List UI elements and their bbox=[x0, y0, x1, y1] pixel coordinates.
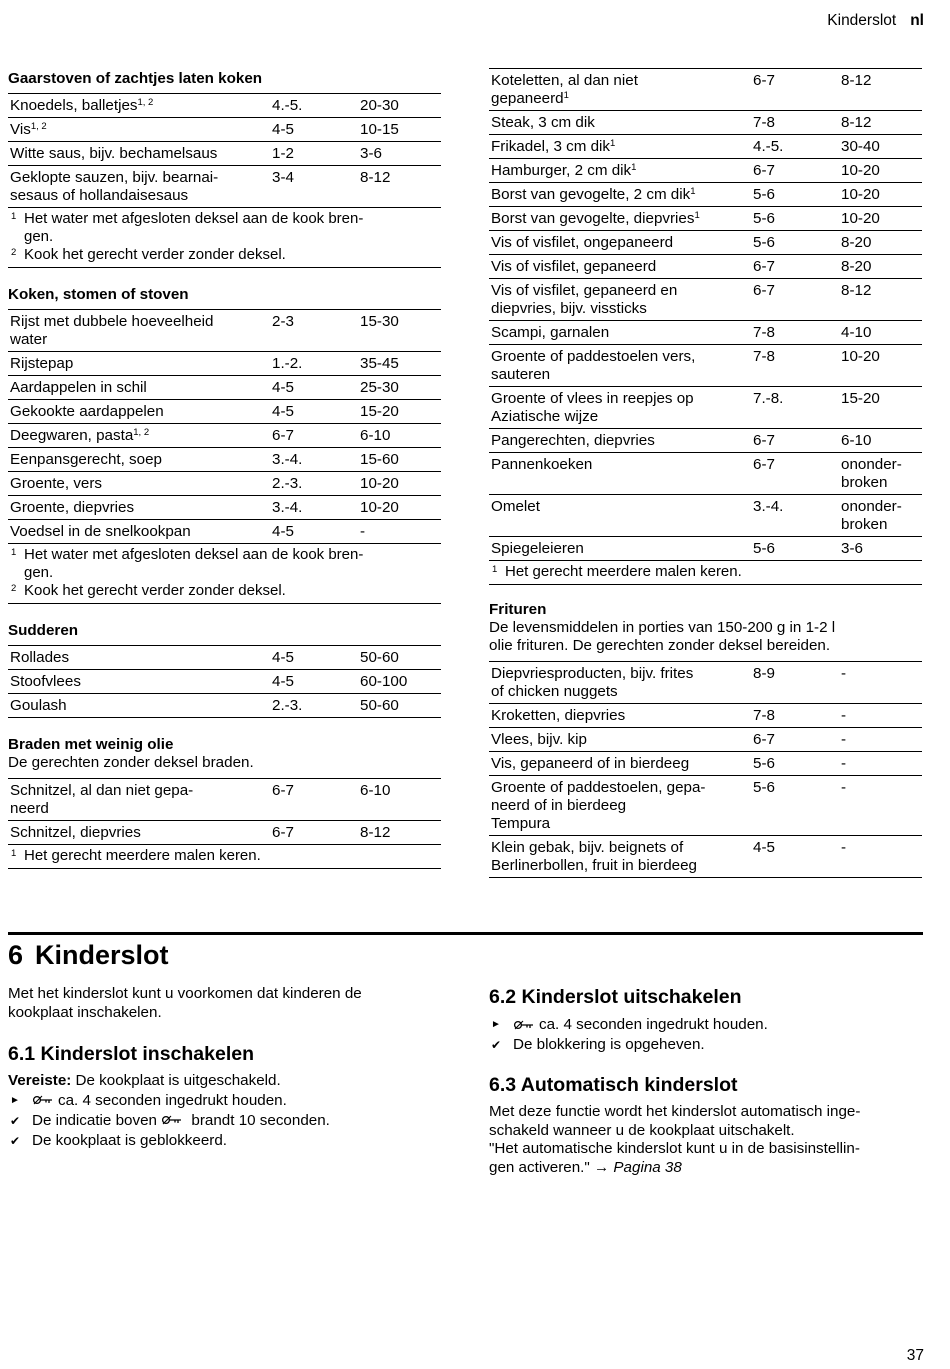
chapter-intro: Met het kinderslot kunt u voorkomen dat kinderen de kookplaat inschakelen. bbox=[8, 985, 362, 1021]
dish-name: Klein gebak, bijv. beignets of Berlinerbollen, fruit in bierdeeg bbox=[491, 839, 697, 874]
dish-name: Gekookte aardappelen bbox=[10, 403, 164, 420]
dish-name: Frikadel, 3 cm dik bbox=[491, 138, 611, 155]
power-level: 8-9 bbox=[753, 665, 775, 682]
check-icon: ✔ bbox=[491, 1038, 502, 1052]
check-icon: ✔ bbox=[10, 1113, 21, 1128]
subsection-text-6-3 bbox=[489, 1103, 925, 1177]
dish-name: Groente of paddestoelen, gepa- neerd of in bierdeeg Tempura bbox=[491, 779, 706, 832]
table-row bbox=[8, 166, 441, 208]
dish-cell bbox=[489, 836, 751, 878]
dish-name: Stoofvlees bbox=[10, 673, 81, 690]
footnote-text: Kook het gerecht verder zonder deksel. bbox=[24, 246, 286, 263]
footnote-number: 2 bbox=[11, 583, 17, 594]
table-row bbox=[8, 310, 441, 352]
dish-name: Vis of visfilet, ongepaneerd bbox=[491, 234, 674, 251]
dish-cell bbox=[8, 646, 270, 670]
table-frituren bbox=[489, 661, 922, 878]
requirement-line bbox=[8, 1072, 438, 1091]
dish-name: Steak, 3 cm dik bbox=[491, 114, 595, 131]
table-row bbox=[489, 728, 922, 752]
power-level: 3.-4. bbox=[272, 499, 303, 516]
table-row bbox=[8, 472, 441, 496]
cooking-time: 8-12 bbox=[841, 282, 872, 299]
power-level: 4-5 bbox=[272, 379, 294, 396]
dish-name: Scampi, garnalen bbox=[491, 324, 610, 341]
power-level: 6-7 bbox=[753, 258, 775, 275]
cooking-time: 6-10 bbox=[360, 782, 391, 799]
power-level: 4-5 bbox=[272, 121, 294, 138]
table-row bbox=[8, 142, 441, 166]
power-level: 6-7 bbox=[753, 432, 775, 449]
footnotes-gaarstoven bbox=[8, 208, 441, 268]
power-level: 4-5 bbox=[753, 839, 775, 856]
power-level: 6-7 bbox=[753, 731, 775, 748]
page-link[interactable]: → Pagina 38 bbox=[594, 1158, 682, 1176]
table-row bbox=[489, 704, 922, 728]
cooking-time: 60-100 bbox=[360, 673, 408, 690]
dish-name: Borst van gevogelte, diepvries bbox=[491, 210, 695, 227]
cooking-time: ononder- broken bbox=[841, 498, 902, 533]
dish-cell bbox=[489, 387, 751, 429]
dish-cell bbox=[8, 376, 270, 400]
power-level: 4.-5. bbox=[272, 97, 303, 114]
cooking-time: 30-40 bbox=[841, 138, 880, 155]
chapter-divider bbox=[8, 932, 923, 935]
table-row bbox=[489, 69, 922, 111]
chapter-left-column bbox=[8, 985, 438, 1151]
dish-cell bbox=[489, 704, 751, 728]
dish-name: Deegwaren, pasta bbox=[10, 427, 134, 444]
key-lock-icon bbox=[161, 1115, 183, 1125]
footnote bbox=[8, 582, 441, 600]
dish-name: Kroketten, diepvries bbox=[491, 707, 626, 724]
cooking-time: 8-12 bbox=[841, 72, 872, 89]
dish-name: Pangerechten, diepvries bbox=[491, 432, 655, 449]
section-desc-braden: De gerechten zonder deksel braden. bbox=[8, 754, 254, 771]
dish-cell bbox=[489, 453, 751, 495]
table-row bbox=[8, 520, 441, 544]
dish-name: Groente of paddestoelen vers, sauteren bbox=[491, 348, 696, 383]
dish-name: Aardappelen in schil bbox=[10, 379, 147, 396]
result-6-1-a-pre: De indicatie boven bbox=[32, 1111, 162, 1129]
footnotes-braden bbox=[8, 845, 441, 869]
cooking-time: 8-12 bbox=[360, 824, 391, 841]
dish-cell bbox=[489, 429, 751, 453]
cooking-time: 4-10 bbox=[841, 324, 872, 341]
dish-cell bbox=[8, 424, 270, 448]
footnote-ref: 1, 2 bbox=[133, 427, 150, 438]
power-level: 5-6 bbox=[753, 210, 775, 227]
power-level: 6-7 bbox=[272, 782, 294, 799]
power-level: 2-3 bbox=[272, 313, 294, 330]
section-title-frituren: Frituren bbox=[489, 601, 547, 618]
dish-cell bbox=[8, 400, 270, 424]
dish-cell bbox=[489, 345, 751, 387]
power-level: 4-5 bbox=[272, 403, 294, 420]
power-level: 7-8 bbox=[753, 324, 775, 341]
footnote-ref: 1 bbox=[694, 210, 700, 221]
footnote-number: 1 bbox=[11, 211, 17, 222]
dish-name: Vis of visfilet, gepaneerd en diepvries, bijv. vissticks bbox=[491, 282, 678, 317]
section-title-koken: Koken, stomen of stoven bbox=[8, 286, 189, 303]
cooking-time: 35-45 bbox=[360, 355, 399, 372]
power-level: 1.-2. bbox=[272, 355, 303, 372]
power-level: 5-6 bbox=[753, 186, 775, 203]
key-lock-icon bbox=[32, 1095, 54, 1105]
cooking-time: 10-20 bbox=[841, 186, 880, 203]
footnote-ref: 1 bbox=[690, 186, 696, 197]
table-row bbox=[489, 231, 922, 255]
cooking-time: 20-30 bbox=[360, 97, 399, 114]
cooking-time: 50-60 bbox=[360, 697, 399, 714]
table-row bbox=[489, 321, 922, 345]
table-row bbox=[489, 453, 922, 495]
power-level: 5-6 bbox=[753, 540, 775, 557]
dish-name: Schnitzel, diepvries bbox=[10, 824, 141, 841]
footnote-text: Kook het gerecht verder zonder deksel. bbox=[24, 582, 286, 599]
cooking-time: - bbox=[841, 779, 847, 796]
subsection-title-6-3: 6.3 Automatisch kinderslot bbox=[489, 1074, 738, 1096]
cooking-time: 6-10 bbox=[360, 427, 391, 444]
dish-name: Vis of visfilet, gepaneerd bbox=[491, 258, 657, 275]
power-level: 6-7 bbox=[753, 162, 775, 179]
section-desc-frituren: De levensmiddelen in porties van 150-200 g in 1-2 l olie frituren. De gerechten zonder deksel bereiden. bbox=[489, 619, 836, 654]
table-row bbox=[8, 448, 441, 472]
footnote-ref: 1 bbox=[631, 162, 637, 173]
dish-name: Groente, vers bbox=[10, 475, 103, 492]
cooking-time: 10-20 bbox=[841, 348, 880, 365]
cooking-time: 10-20 bbox=[360, 499, 399, 516]
cooking-time: 3-6 bbox=[360, 145, 382, 162]
power-level: 3-4 bbox=[272, 169, 294, 186]
dish-cell bbox=[8, 448, 270, 472]
result-6-1-b bbox=[8, 1131, 438, 1151]
table-row bbox=[489, 111, 922, 135]
step-triangle-icon: ► bbox=[491, 1019, 501, 1030]
chapter-number: 6 bbox=[8, 940, 24, 970]
dish-name: Borst van gevogelte, 2 cm dik bbox=[491, 186, 691, 203]
requirement-label: Vereiste: bbox=[8, 1072, 72, 1089]
power-level: 7-8 bbox=[753, 348, 775, 365]
power-level: 4.-5. bbox=[753, 138, 784, 155]
step-6-2 bbox=[489, 1015, 925, 1035]
dish-name: Goulash bbox=[10, 697, 67, 714]
dish-cell bbox=[8, 779, 270, 821]
table-koken bbox=[8, 309, 441, 544]
cooking-time: 8-12 bbox=[360, 169, 391, 186]
table-row bbox=[489, 135, 922, 159]
cooking-time: 10-20 bbox=[841, 162, 880, 179]
power-level: 5-6 bbox=[753, 755, 775, 772]
chapter-right-column bbox=[489, 985, 925, 1177]
table-row bbox=[8, 821, 441, 845]
result-6-1-a bbox=[8, 1111, 438, 1131]
dish-name: Groente of vlees in reepjes op Aziatische wijze bbox=[491, 390, 694, 425]
cooking-time: 10-20 bbox=[360, 475, 399, 492]
result-6-2-text: De blokkering is opgeheven. bbox=[513, 1036, 705, 1053]
dish-cell bbox=[489, 111, 751, 135]
dish-cell bbox=[8, 142, 270, 166]
dish-cell bbox=[489, 662, 751, 704]
dish-name: Witte saus, bijv. bechamelsaus bbox=[10, 145, 218, 162]
cooking-time: 8-20 bbox=[841, 258, 872, 275]
table-row bbox=[489, 207, 922, 231]
table-gaarstoven bbox=[8, 93, 441, 208]
cooking-time: 6-10 bbox=[841, 432, 872, 449]
dish-cell bbox=[489, 279, 751, 321]
footnote-text: Het water met afgesloten deksel aan de kook bren- gen. bbox=[24, 210, 364, 245]
step-triangle-icon: ► bbox=[10, 1094, 20, 1106]
table-row bbox=[8, 424, 441, 448]
dish-name: Diepvriesproducten, bijv. frites of chicken nuggets bbox=[491, 665, 694, 700]
dish-cell bbox=[489, 69, 751, 111]
dish-cell bbox=[8, 352, 270, 376]
cooking-time: ononder- broken bbox=[841, 456, 902, 491]
table-row bbox=[489, 495, 922, 537]
footnote-text: Het gerecht meerdere malen keren. bbox=[505, 563, 742, 580]
dish-name: Groente, diepvries bbox=[10, 499, 135, 516]
cooking-time: - bbox=[841, 707, 847, 724]
dish-name: Rollades bbox=[10, 649, 70, 666]
key-lock-icon bbox=[513, 1020, 535, 1030]
table-row bbox=[8, 694, 441, 718]
dish-cell bbox=[489, 776, 751, 836]
cooking-time: - bbox=[360, 523, 366, 540]
dish-name: Knoedels, balletjes bbox=[10, 97, 138, 114]
header-title: Kinderslot bbox=[827, 12, 897, 29]
dish-cell bbox=[8, 670, 270, 694]
check-icon: ✔ bbox=[10, 1133, 21, 1148]
footnote bbox=[8, 847, 441, 865]
table-row bbox=[489, 255, 922, 279]
dish-cell bbox=[8, 520, 270, 544]
table-row bbox=[489, 183, 922, 207]
table-row bbox=[8, 118, 441, 142]
table-row bbox=[8, 376, 441, 400]
cooking-time: 15-30 bbox=[360, 313, 399, 330]
footnote-text: Het gerecht meerdere malen keren. bbox=[24, 847, 261, 864]
power-level: 3.-4. bbox=[753, 498, 784, 515]
dish-name: Omelet bbox=[491, 498, 540, 515]
step-6-1 bbox=[8, 1091, 438, 1111]
chapter-title: Kinderslot bbox=[35, 940, 169, 970]
footnote-ref: 1, 2 bbox=[137, 97, 154, 108]
cooking-time: 8-12 bbox=[841, 114, 872, 131]
power-level: 2.-3. bbox=[272, 697, 303, 714]
power-level: 6-7 bbox=[753, 282, 775, 299]
section-title-braden: Braden met weinig olie bbox=[8, 736, 174, 753]
power-level: 7-8 bbox=[753, 707, 775, 724]
cooking-time: 25-30 bbox=[360, 379, 399, 396]
table-row bbox=[489, 537, 922, 561]
table-braden bbox=[8, 778, 441, 845]
dish-cell bbox=[489, 537, 751, 561]
footnote bbox=[8, 546, 441, 582]
dish-cell bbox=[489, 231, 751, 255]
footnote-number: 1 bbox=[492, 564, 498, 575]
dish-cell bbox=[8, 166, 270, 208]
footnote-number: 1 bbox=[11, 848, 17, 859]
dish-cell bbox=[8, 821, 270, 845]
step-6-2-text: ca. 4 seconden ingedrukt houden. bbox=[539, 1016, 768, 1033]
table-row bbox=[489, 776, 922, 836]
table-row bbox=[8, 400, 441, 424]
table-row bbox=[8, 779, 441, 821]
left-column bbox=[8, 68, 441, 883]
footnote bbox=[8, 210, 441, 246]
table-row bbox=[489, 429, 922, 453]
footnote-text: Het water met afgesloten deksel aan de kook bren- gen. bbox=[24, 546, 364, 581]
header-language: nl bbox=[910, 12, 924, 29]
section-title-sudderen: Sudderen bbox=[8, 622, 79, 639]
power-level: 7-8 bbox=[753, 114, 775, 131]
dish-cell bbox=[8, 94, 270, 118]
dish-cell bbox=[8, 310, 270, 352]
power-level: 4-5 bbox=[272, 523, 294, 540]
power-level: 7.-8. bbox=[753, 390, 784, 407]
dish-name: Rijstepap bbox=[10, 355, 74, 372]
dish-cell bbox=[489, 752, 751, 776]
footnote-number: 2 bbox=[11, 247, 17, 258]
table-row bbox=[489, 662, 922, 704]
table-row bbox=[8, 94, 441, 118]
result-6-2 bbox=[489, 1035, 925, 1055]
cooking-time: 3-6 bbox=[841, 540, 863, 557]
power-level: 1-2 bbox=[272, 145, 294, 162]
power-level: 6-7 bbox=[753, 72, 775, 89]
cooking-time: 15-20 bbox=[360, 403, 399, 420]
power-level: 6-7 bbox=[272, 427, 294, 444]
power-level: 5-6 bbox=[753, 779, 775, 796]
power-level: 4-5 bbox=[272, 649, 294, 666]
footnote-ref: 1, 2 bbox=[30, 121, 47, 132]
page-number: 37 bbox=[906, 1347, 924, 1364]
table-row bbox=[489, 387, 922, 429]
subsection-title-6-2: 6.2 Kinderslot uitschakelen bbox=[489, 986, 742, 1008]
dish-name: Koteletten, al dan niet gepaneerd bbox=[491, 72, 638, 107]
power-level: 3.-4. bbox=[272, 451, 303, 468]
table-sudderen bbox=[8, 645, 441, 718]
cooking-time: 10-20 bbox=[841, 210, 880, 227]
table-row bbox=[489, 836, 922, 878]
right-column bbox=[489, 68, 922, 878]
cooking-time: - bbox=[841, 665, 847, 682]
dish-cell bbox=[8, 496, 270, 520]
dish-name: Geklopte sauzen, bijv. bearnai- sesaus of hollandaisesaus bbox=[10, 169, 219, 204]
dish-cell bbox=[8, 472, 270, 496]
footnote-ref: 1 bbox=[563, 90, 569, 101]
result-6-1-a-post: brandt 10 seconden. bbox=[187, 1111, 330, 1129]
cooking-time: 15-20 bbox=[841, 390, 880, 407]
table-row bbox=[8, 646, 441, 670]
cooking-time: - bbox=[841, 839, 847, 856]
result-6-1-b-text: De kookplaat is geblokkeerd. bbox=[32, 1131, 228, 1149]
table-row bbox=[489, 345, 922, 387]
dish-cell bbox=[489, 321, 751, 345]
cooking-time: 50-60 bbox=[360, 649, 399, 666]
dish-name: Eenpansgerecht, soep bbox=[10, 451, 162, 468]
dish-cell bbox=[489, 255, 751, 279]
footnote-number: 1 bbox=[11, 547, 17, 558]
table-row bbox=[8, 352, 441, 376]
cooking-time: 15-60 bbox=[360, 451, 399, 468]
table-row bbox=[489, 159, 922, 183]
table-row bbox=[489, 752, 922, 776]
power-level: 6-7 bbox=[272, 824, 294, 841]
footnote bbox=[489, 563, 922, 581]
cooking-time: 10-15 bbox=[360, 121, 399, 138]
cooking-time: - bbox=[841, 731, 847, 748]
dish-cell bbox=[489, 728, 751, 752]
power-level: 6-7 bbox=[753, 456, 775, 473]
dish-name: Rijst met dubbele hoeveelheid water bbox=[10, 313, 214, 348]
dish-cell bbox=[489, 495, 751, 537]
dish-cell bbox=[489, 207, 751, 231]
table-braden-continued bbox=[489, 68, 922, 561]
step-6-1-text: ca. 4 seconden ingedrukt houden. bbox=[58, 1091, 287, 1109]
dish-name: Vis, gepaneerd of in bierdeeg bbox=[491, 755, 690, 772]
dish-name: Vis bbox=[10, 121, 31, 138]
footnote-ref: 1 bbox=[610, 138, 616, 149]
power-level: 4-5 bbox=[272, 673, 294, 690]
dish-cell bbox=[8, 118, 270, 142]
dish-name: Pannenkoeken bbox=[491, 456, 593, 473]
auto-lock-text: Met deze functie wordt het kinderslot automatisch inge- schakeld wanneer u de kookplaat uitschakelt. "Het automatische kinderslot kunt u in de basisinstellin- gen activeren." bbox=[489, 1103, 861, 1176]
section-title-gaarstoven: Gaarstoven of zachtjes laten koken bbox=[8, 70, 263, 87]
page-header bbox=[827, 12, 924, 30]
requirement-text: De kookplaat is uitgeschakeld. bbox=[71, 1072, 281, 1089]
dish-name: Hamburger, 2 cm dik bbox=[491, 162, 632, 179]
table-row bbox=[489, 279, 922, 321]
dish-cell bbox=[489, 135, 751, 159]
footnote bbox=[8, 246, 441, 264]
dish-cell bbox=[489, 183, 751, 207]
chapter-heading bbox=[8, 938, 169, 972]
cooking-time: - bbox=[841, 755, 847, 772]
table-row bbox=[8, 670, 441, 694]
dish-name: Spiegeleieren bbox=[491, 540, 584, 557]
dish-cell bbox=[489, 159, 751, 183]
footnotes-koken bbox=[8, 544, 441, 604]
power-level: 2.-3. bbox=[272, 475, 303, 492]
dish-cell bbox=[8, 694, 270, 718]
subsection-title-6-1: 6.1 Kinderslot inschakelen bbox=[8, 1043, 255, 1065]
cooking-time: 8-20 bbox=[841, 234, 872, 251]
dish-name: Voedsel in de snelkookpan bbox=[10, 523, 191, 540]
dish-name: Schnitzel, al dan niet gepa- neerd bbox=[10, 782, 194, 817]
footnotes-braden-continued bbox=[489, 561, 922, 585]
dish-name: Vlees, bijv. kip bbox=[491, 731, 587, 748]
power-level: 5-6 bbox=[753, 234, 775, 251]
table-row bbox=[8, 496, 441, 520]
